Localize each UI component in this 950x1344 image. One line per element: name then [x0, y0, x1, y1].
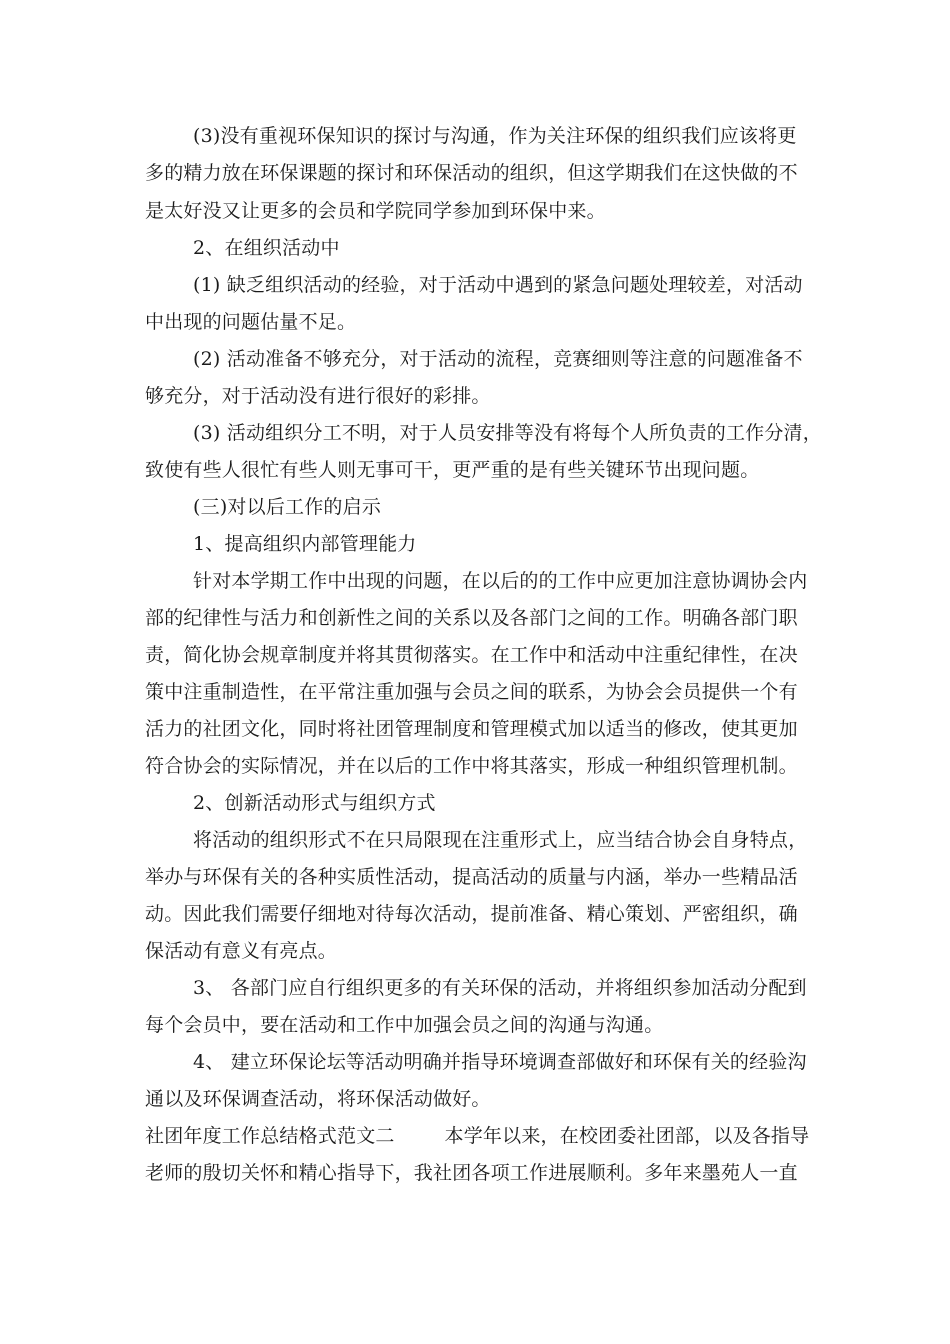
text-line: 部的纪律性与活力和创新性之间的关系以及各部门之间的工作。明确各部门职: [145, 607, 798, 629]
text-line: 针对本学期工作中出现的问题，在以后的的工作中应更加注意协调协会内: [193, 570, 808, 592]
text-line: 多的精力放在环保课题的探讨和环保活动的组织，但这学期我们在这快做的不: [145, 162, 798, 184]
text-line: (3)没有重视环保知识的探讨与沟通，作为关注环保的组织我们应该将更: [193, 125, 797, 147]
text-line: 是太好没又让更多的会员和学院同学参加到环保中来。: [145, 200, 606, 222]
text-line: 通以及环保调查活动，将环保活动做好。: [145, 1088, 491, 1110]
text-line: 社团年度工作总结格式范文二 本学年以来，在校团委社团部，以及各指导: [145, 1125, 810, 1147]
text-line: 举办与环保有关的各种实质性活动，提高活动的质量与内涵，举办一些精品活: [145, 866, 798, 888]
section-heading: (三)对以后工作的启示: [193, 496, 382, 518]
text-line: (2) 活动准备不够充分，对于活动的流程，竞赛细则等注意的问题准备不: [193, 348, 803, 370]
text-line: 4、 建立环保论坛等活动明确并指导环境调查部做好和环保有关的经验沟: [193, 1051, 807, 1073]
text-line: (1) 缺乏组织活动的经验，对于活动中遇到的紧急问题处理较差，对活动: [193, 274, 803, 296]
section-heading: 2、在组织活动中: [193, 237, 340, 259]
text-line: 符合协会的实际情况，并在以后的工作中将其落实，形成一种组织管理机制。: [145, 755, 798, 777]
text-line: 3、 各部门应自行组织更多的有关环保的活动，并将组织参加活动分配到: [193, 977, 807, 999]
text-line: 活力的社团文化，同时将社团管理制度和管理模式加以适当的修改，使其更加: [145, 718, 798, 740]
text-line: 动。因此我们需要仔细地对待每次活动，提前准备、精心策划、严密组织，确: [145, 903, 798, 925]
section-heading: 1、提高组织内部管理能力: [193, 533, 417, 555]
text-line: 将活动的组织形式不在只局限现在注重形式上，应当结合协会自身特点，: [193, 829, 808, 851]
text-line: 责，简化协会规章制度并将其贯彻落实。在工作中和活动中注重纪律性，在决: [145, 644, 798, 666]
text-line: 老师的殷切关怀和精心指导下，我社团各项工作进展顺利。多年来墨苑人一直: [145, 1162, 798, 1184]
text-line: 致使有些人很忙有些人则无事可干，更严重的是有些关键环节出现问题。: [145, 459, 760, 481]
text-line: 策中注重制造性，在平常注重加强与会员之间的联系，为协会会员提供一个有: [145, 681, 798, 703]
text-line: 够充分，对于活动没有进行很好的彩排。: [145, 385, 491, 407]
text-line: 中出现的问题估量不足。: [145, 311, 357, 333]
text-line: 保活动有意义有亮点。: [145, 940, 338, 962]
section-heading: 2、创新活动形式与组织方式: [193, 792, 436, 814]
text-line: (3) 活动组织分工不明，对于人员安排等没有将每个人所负责的工作分清，: [193, 422, 822, 444]
text-line: 每个会员中，要在活动和工作中加强会员之间的沟通与沟通。: [145, 1014, 664, 1036]
